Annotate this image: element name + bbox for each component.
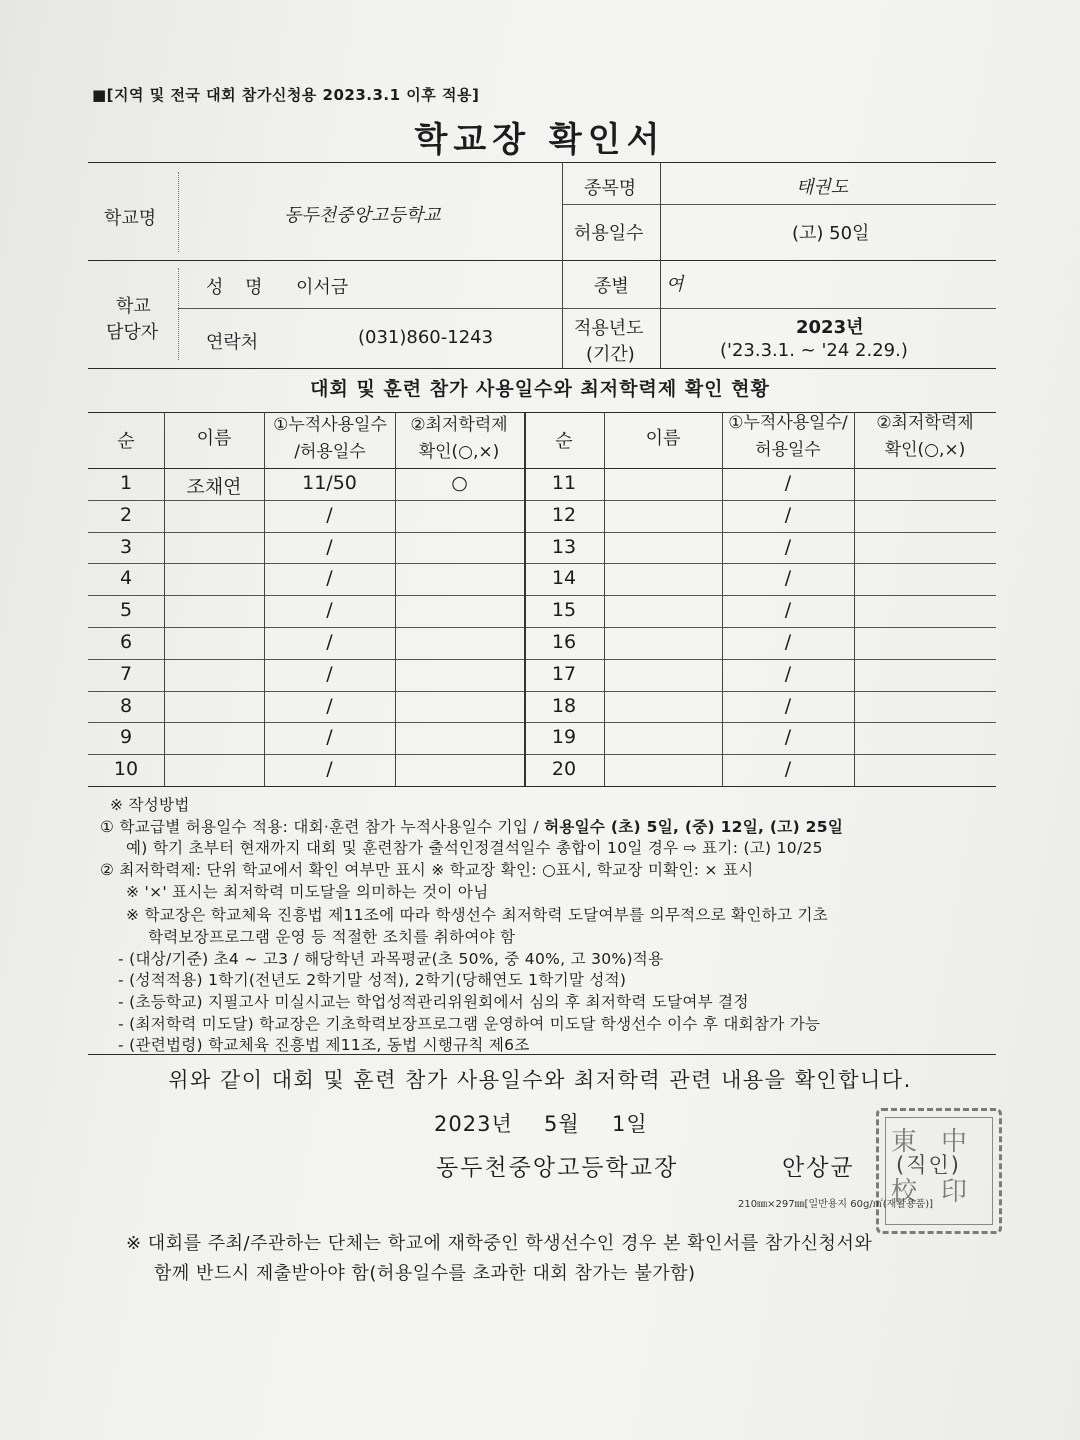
note-3: ※ '×' 표시는 최저학력 미도달을 의미하는 것이 아님 [126, 883, 489, 901]
row-divider [88, 627, 996, 628]
info-bottom-border [88, 368, 996, 369]
contact-value: (031)860-1243 [358, 327, 494, 348]
row-divider [88, 754, 996, 755]
row-divider [88, 563, 996, 564]
cell-no: 19 [551, 726, 577, 749]
cell-days: / [784, 567, 792, 590]
header-no: 순 [117, 431, 135, 452]
cell-days: / [326, 503, 333, 526]
note-4-cont: 학력보장프로그램 운영 등 적절한 조치를 취하여야 함 [148, 928, 516, 946]
cell-no: 1 [119, 472, 133, 494]
detail-2: - (성적적용) 1학기(전년도 2학기말 성적), 2학기(당해연도 1학기말 성적) [118, 971, 627, 989]
seal-glyph: 印 [941, 1177, 968, 1207]
cell-days: / [784, 599, 792, 622]
date-year: 2023년 [434, 1112, 513, 1136]
cell-days: / [326, 567, 333, 590]
date-day: 1일 [612, 1112, 648, 1136]
cell-no: 18 [551, 694, 577, 717]
header-check: ②최저학력제 [876, 413, 974, 433]
cell-no: 5 [119, 599, 133, 622]
year-value: 2023년 [796, 317, 864, 338]
col-divider [604, 412, 605, 786]
note-1-text: ① 학교급별 허용일수 적용: 대회·훈련 참가 누적사용일수 기입 / [100, 818, 545, 836]
cell-days: / [784, 758, 792, 781]
event-value: 태권도 [796, 177, 849, 198]
cell-no: 14 [551, 567, 577, 590]
cell-days: / [784, 503, 792, 526]
row-divider [88, 532, 996, 533]
cell-no: 4 [119, 567, 133, 590]
row-divider [88, 722, 996, 723]
cell-days: / [326, 726, 333, 749]
seal-glyph: 中 [941, 1127, 968, 1157]
signer-name: 안상균 [782, 1155, 855, 1181]
cell-days: / [326, 535, 333, 558]
cell-no: 7 [119, 662, 133, 685]
allowed-days-value: (고) 50일 [792, 223, 870, 244]
name-label: 성 명 [206, 277, 271, 298]
table-bottom-border [88, 786, 996, 787]
cell-no: 16 [551, 631, 577, 653]
document-title: 학교장 확인서 [414, 120, 666, 160]
info-divider [660, 162, 661, 260]
header-days: ①누적사용일수 [273, 415, 387, 435]
signer-org: 동두천중앙고등학교장 [436, 1155, 679, 1181]
contact-label: 연락처 [206, 332, 259, 353]
row-divider [88, 691, 996, 692]
seal-glyph: 校 [891, 1177, 918, 1207]
school-value: 동두천중앙고등학교 [284, 205, 441, 226]
year-label: 적용년도 [574, 318, 644, 339]
seal-label: (직인) [896, 1153, 961, 1177]
header-check: 확인(○,×) [418, 442, 500, 462]
cell-days: / [784, 472, 792, 494]
row-divider [88, 500, 996, 501]
info-top-border [88, 162, 996, 163]
cell-days: / [784, 726, 792, 749]
cell-no: 2 [119, 503, 133, 526]
info-divider [562, 260, 563, 368]
row-divider [88, 659, 996, 660]
cell-days: / [784, 694, 792, 717]
info-divider [88, 260, 996, 261]
note-2: ② 최저학력제: 단위 학교에서 확인 여부만 표시 ※ 학교장 확인: ○표시, 학교장 미확인: × 표시 [100, 861, 754, 879]
info-divider [660, 260, 661, 368]
info-divider [178, 308, 996, 309]
allowed-days-label: 허용일수 [574, 223, 644, 244]
detail-5: - (관련법령) 학교체육 진흥법 제11조, 동법 시행규칙 제6조 [118, 1036, 530, 1054]
header-days: /허용일수 [294, 442, 366, 462]
cell-no: 6 [119, 631, 133, 653]
note-1 [100, 815, 843, 837]
cell-days: / [326, 758, 333, 781]
row-divider [88, 595, 996, 596]
cell-no: 9 [119, 726, 133, 749]
cell-days: / [326, 631, 333, 653]
col-divider [164, 412, 165, 786]
col-divider [854, 412, 855, 786]
manager-label: 담당자 [106, 322, 159, 343]
cell-days: / [784, 535, 792, 558]
table-header-border [88, 468, 996, 469]
note-1-emphasis: 허용일수 (초) 5일, (중) 12일, (고) 25일 [544, 818, 844, 836]
info-divider [178, 268, 179, 360]
cell-days: 11/50 [302, 472, 357, 494]
cell-no: 11 [551, 472, 577, 494]
header-no: 순 [555, 431, 573, 452]
notes-heading: ※ 작성방법 [110, 796, 190, 814]
notes-bottom-border [88, 1054, 996, 1055]
date-month: 5월 [544, 1112, 580, 1136]
footer-note: ※ 대회를 주최/주관하는 단체는 학교에 재학중인 학생선수인 경우 본 확인서를 참가신청서와 [126, 1233, 873, 1254]
detail-1: - (대상/기준) 초4 ~ 고3 / 해당학년 과목평균(초 50%, 중 40%, 고 30%)적용 [118, 950, 664, 968]
confirm-statement: 위와 같이 대회 및 훈련 참가 사용일수와 최저학력 관련 내용을 확인합니다. [168, 1068, 912, 1092]
cell-days: / [784, 631, 792, 653]
detail-4: - (최저학력 미도달) 학교장은 기초학력보장프로그램 운영하여 미도달 학생선수 이수 후 대회참가 가능 [118, 1015, 821, 1033]
event-label: 종목명 [584, 178, 637, 199]
section-title: 대회 및 훈련 참가 사용일수와 최저학력제 확인 현황 [310, 378, 770, 400]
school-label: 학교명 [104, 208, 157, 229]
period-value: ('23.3.1. ~ '24 2.29.) [720, 340, 908, 361]
cell-check: ○ [451, 472, 468, 494]
cell-name: 조채연 [186, 476, 242, 498]
cell-no: 13 [551, 535, 577, 558]
footer-note-cont: 함께 반드시 제출받아야 함(허용일수를 초과한 대회 참가는 불가함) [154, 1263, 696, 1284]
cell-days: / [326, 599, 333, 622]
note-4: ※ 학교장은 학교체육 진흥법 제11조에 따라 학생선수 최저학력 도달여부를 의무적으로 확인하고 기초 [126, 906, 829, 924]
header-check: ②최저학력제 [410, 415, 508, 435]
header-note: ■[지역 및 전국 대회 참가신청용 2023.3.1 이후 적용] [92, 86, 480, 104]
header-name: 이름 [196, 428, 232, 449]
cell-days: / [326, 662, 333, 685]
note-1-example: 예) 학기 초부터 현재까지 대회 및 훈련참가 출석인정결석일수 총합이 10일 경우 ⇨ 표기: (고) 10/25 [126, 839, 823, 857]
year-label: (기간) [586, 344, 635, 365]
header-days: ①누적사용일수/ [728, 413, 848, 433]
cell-no: 20 [551, 758, 577, 781]
paper-size-note: 210㎜×297㎜[일반용지 60g/㎡(재활용품)] [738, 1199, 934, 1210]
info-divider [562, 204, 996, 205]
manager-label: 학교 [116, 296, 151, 317]
cell-no: 17 [551, 662, 577, 685]
col-divider [395, 412, 396, 786]
cell-no: 10 [113, 758, 139, 781]
cell-no: 12 [551, 503, 577, 526]
cell-no: 15 [551, 599, 577, 622]
header-check: 확인(○,×) [884, 440, 966, 460]
name-value: 이서금 [296, 277, 349, 298]
cell-days: / [326, 694, 333, 717]
cell-no: 3 [119, 535, 133, 558]
cell-days: / [784, 662, 792, 685]
detail-3: - (초등학교) 지필고사 미실시교는 학업성적관리위원회에서 심의 후 최저학력 도달여부 결정 [118, 993, 749, 1011]
header-days: 허용일수 [755, 440, 821, 460]
info-divider [562, 162, 563, 260]
cell-no: 8 [119, 694, 133, 717]
seal-glyph: 東 [891, 1127, 918, 1157]
header-name: 이름 [645, 428, 681, 449]
gender-value: 여 [666, 274, 684, 295]
gender-label: 종별 [594, 276, 629, 297]
info-divider [178, 172, 179, 252]
